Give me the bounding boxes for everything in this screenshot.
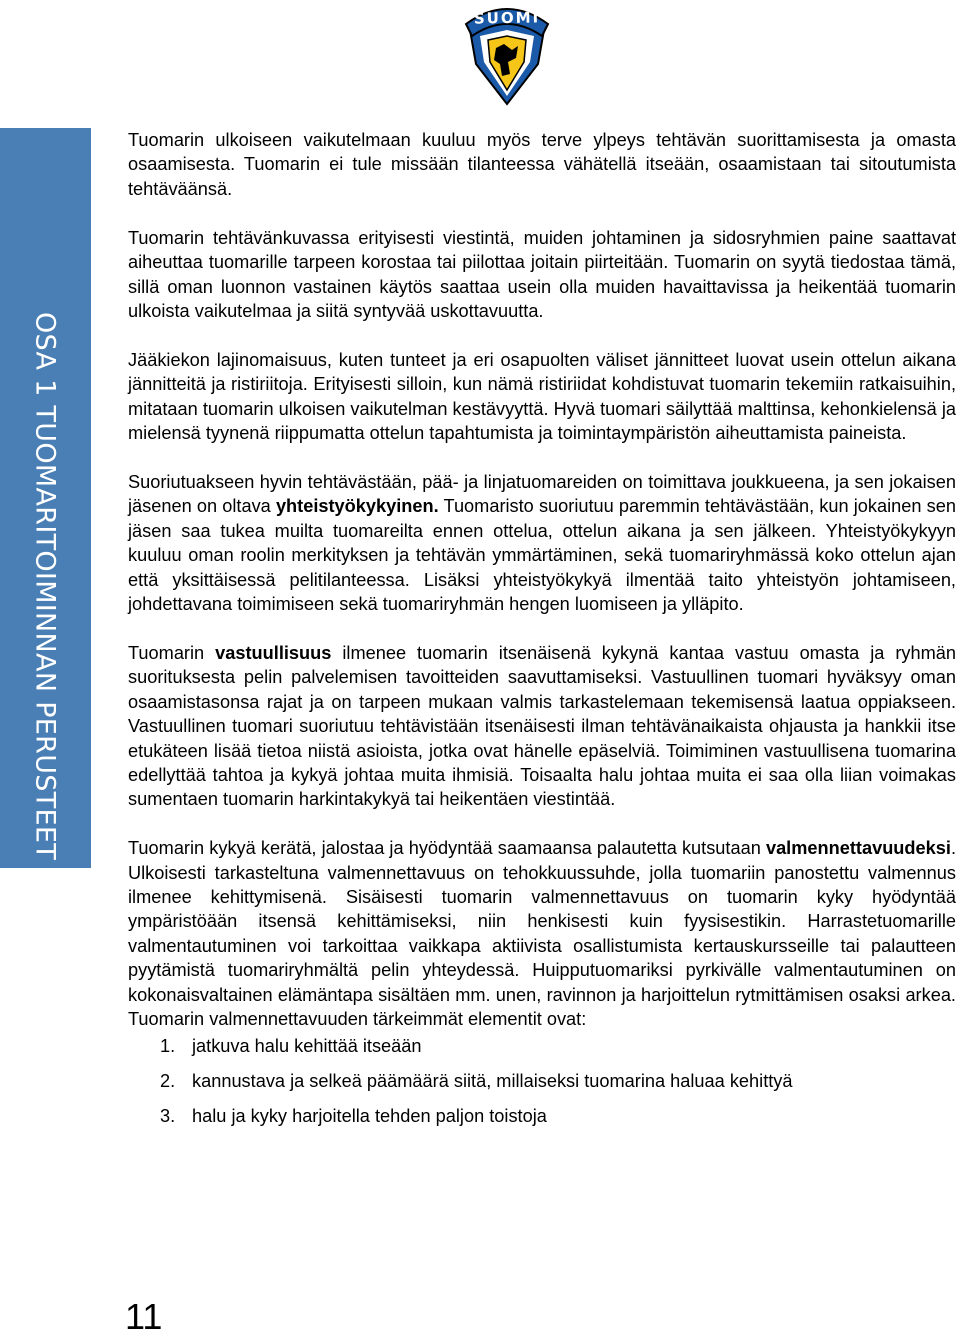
emphasis-term: vastuullisuus (215, 642, 332, 663)
section-title: OSA 1 TUOMARITOIMINNAN PERUSTEET (29, 311, 61, 861)
paragraph-text: Tuomarin kykyä kerätä, jalostaa ja hyödyntää saamaansa palautetta kutsutaan (128, 838, 766, 859)
paragraph-text: Suoriutuakseen hyvin tehtävästään, pää- ja linjatuomareiden on toimittava joukkueena, ja sen jokaisen jäsenen on oltava (128, 471, 956, 517)
element-list (128, 1034, 956, 1139)
list-text: kannustava ja selkeä päämäärä siitä, millaiseksi tuomarina haluaa kehittyä (192, 1070, 793, 1091)
paragraph (128, 836, 956, 1031)
list-text: halu ja kyky harjoitella tehden paljon toistoja (192, 1105, 547, 1126)
paragraph-text: ilmenee tuomarin itsenäisenä kykynä kantaa vastuu omasta ja ryhmän suorituksesta pelin palvelemisen tavoitteiden saavuttamiseksi. Vastuullinen tuomari hyväksyy oman osaamistasonsa rajat ja on tarpeen mukaan valmis tarkastelemaan tekemisensä laatua oppiakseen. Vastuullinen tuomari suoriutuu tehtävistään itsenäisesti ilman tehtävänaikaista ohjausta ja hankkii itse etukäteen lisää tietoa niistä asioista, jotka ovat hänelle epäselviä. Toimiminen vastuullisena tuomarina edellyttää tahtoa ja kykyä johtaa muita ihmisiä. Toisaalta halu johtaa muita ei saa olla liian voimakas sumentaen tuomarin harkintakykyä tai heikentäen viestintää. (128, 642, 956, 810)
emphasis-term: yhteistyökykyinen. (275, 496, 439, 517)
paragraph (128, 641, 956, 812)
emphasis-term: valmennettavuudeksi (765, 838, 951, 859)
page-number: 11 (125, 1296, 163, 1337)
main-content (128, 128, 956, 1139)
suomi-logo (462, 0, 552, 108)
list-item (128, 1104, 956, 1139)
paragraph: Jääkiekon lajinomaisuus, kuten tunteet ja eri osapuolten väliset jännitteet luovat usein ottelun aikana jännitteitä ja ristiriitoja. Erityisesti silloin, kun nämä ristiriidat kohdistuvat tuomarin tekemiin ratkaisuihin, mitataan tuomarin ulkoisen vaikutelman kestävyyttä. Hyvä tuomari säilyttää malttinsa, kehonkielensä ja mielensä tyynenä riippumatta ottelun tapahtumista ja toimintaympäristön aiheuttamista paineista. (128, 349, 956, 444)
section-sidebar (0, 128, 91, 868)
paragraph-text: . Ulkoisesti tarkasteltuna valmennettavuus on tehokkuussuhde, jolla tuomariin panostettu valmennus ilmenee kehittymisenä. Sisäisesti tuomarin valmennettavuus on tuomarin kyky hyödyntää ympäristöään itsensä kehittämiseksi, niin henkisesti kuin fyysisestikin. Harrastetuomarille valmentautuminen voi tarkoittaa vaikkapa aktiivista osallistumista kertauskursseille tai palautteen pyytämistä tuomariryhmältä pelin yhteydessä. Huipputuomariksi pyrkivälle valmentautuminen on kokonaisvaltainen elämäntapa sisältäen mm. unen, ravinnon ja harjoittelun rytmittämisen osaksi arkea. Tuomarin valmennettavuuden tärkeimmät elementit ovat: (128, 838, 956, 1030)
list-number: 3. (160, 1105, 176, 1126)
list-item (128, 1069, 956, 1104)
list-number: 2. (160, 1070, 176, 1091)
list-item (128, 1034, 956, 1069)
paragraph-text: Tuomaristo suoriutuu paremmin tehtävästään, kun jokainen sen jäsen saa tukea muilta tuomareilta ennen ottelua, ottelun aikana ja sen jälkeen. Yhteistyökykyyn kuuluu oman roolin merkityksen ja tehtävän ymmärtäminen, sekä tuomariryhmässä koko ottelun ajan että yksittäisessä pelitilanteessa. Lisäksi yhteistyökykyä ilmentää taito yhteistyön johtamiseen, johdettavana toimimiseen sekä tuomariryhmän hengen luomiseen ja ylläpito. (128, 496, 956, 614)
paragraph-text: Tuomarin (128, 642, 216, 663)
list-number: 1. (160, 1035, 176, 1056)
paragraph: Tuomarin tehtävänkuvassa erityisesti viestintä, muiden johtaminen ja sidosryhmien paine saattavat aiheuttaa tuomarille tarpeen korostaa tai piilottaa joitain piirteitään. Tuomarin on syytä tiedostaa tämä, sillä oman luonnon vastainen käytös saattaa usein olla muiden havaittavissa ja heikentää tuomarin ulkoista vaikutelmaa ja siitä syntyvää uskottavuutta. (128, 227, 956, 321)
list-text: jatkuva halu kehittää itseään (192, 1035, 422, 1056)
paragraph: Tuomarin ulkoiseen vaikutelmaan kuuluu myös terve ylpeys tehtävän suorittamisesta ja omasta osaamisesta. Tuomarin ei tule missään tilanteessa vähätellä itseään, osaamistaan tai sitoutumista tehtäväänsä. (128, 130, 956, 199)
logo-text: SUOMI (473, 8, 541, 28)
paragraph (128, 470, 956, 616)
